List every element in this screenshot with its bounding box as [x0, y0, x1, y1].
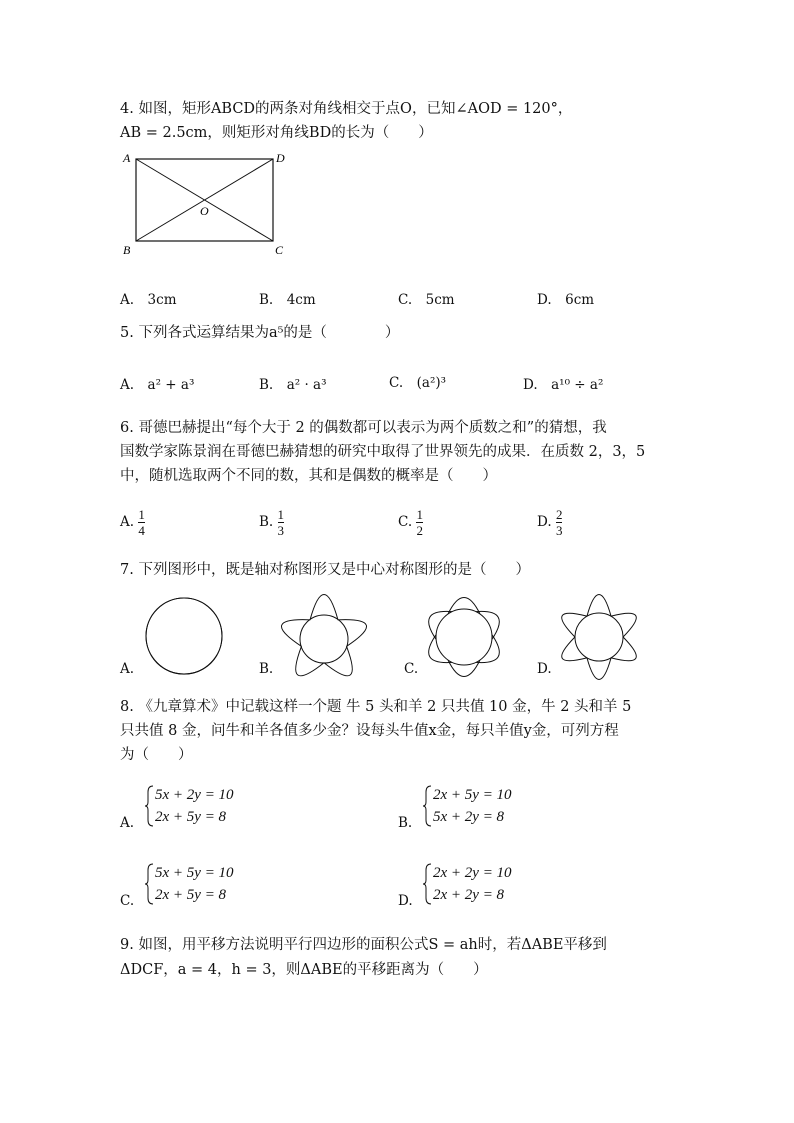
label-o: O: [200, 204, 209, 218]
figure-d-six-petal-star[interactable]: [554, 592, 644, 682]
denominator: 2: [416, 523, 423, 538]
equation-1: 2x + 5y = 10: [433, 787, 512, 803]
q6-option-d[interactable]: [537, 508, 562, 537]
q5-option-a[interactable]: A. a² + a³: [120, 377, 195, 393]
q4-line1: 4. 如图，矩形ABCD的两条对角线相交于点O，已知∠AOD = 120°，: [120, 101, 573, 117]
q4-option-a[interactable]: A. 3cm: [120, 292, 177, 308]
q4-option-d[interactable]: D. 6cm: [537, 292, 595, 308]
q6-option-c[interactable]: [398, 508, 423, 537]
q8-option-d-label[interactable]: D.: [398, 893, 413, 909]
label-d: D: [276, 151, 285, 165]
q6-option-c-fraction: [416, 508, 423, 537]
label-a: A: [123, 151, 131, 165]
denominator: 3: [555, 523, 563, 538]
q6-line3: 中，随机选取两个不同的数，其和是偶数的概率是（ ）: [120, 468, 497, 484]
figure-b-five-petal-star[interactable]: [279, 592, 369, 682]
q7-option-a[interactable]: A.: [120, 661, 135, 677]
q8-option-a-system[interactable]: [145, 784, 234, 828]
q4-line2: AB = 2.5cm，则矩形对角线BD的长为（ ）: [120, 125, 433, 141]
q6-option-a[interactable]: [120, 508, 145, 537]
label-c: C: [275, 243, 284, 257]
q7-text: 7. 下列图形中，既是轴对称图形又是中心对称图形的是（ ）: [120, 562, 530, 578]
figure-a-circle-arcs[interactable]: [142, 594, 226, 678]
label-b: B: [123, 243, 131, 257]
equation-1: 5x + 2y = 10: [155, 787, 234, 803]
brace-icon: [423, 784, 433, 828]
q6-option-b-fraction: [278, 508, 285, 537]
q5-option-c[interactable]: C. (a²)³: [389, 375, 447, 391]
q8-line1: 8. 《九章算术》中记载这样一个题 牛 5 头和羊 2 只共值 10 金，牛 2 头和羊 5: [120, 699, 632, 715]
q8-option-c-label[interactable]: C.: [120, 893, 135, 909]
equation-2: 5x + 2y = 8: [433, 809, 505, 825]
equation-2: 2x + 5y = 8: [155, 809, 227, 825]
q6-option-d-label: D.: [537, 514, 552, 530]
q7-option-b[interactable]: B.: [259, 661, 274, 677]
q9-line1: 9. 如图，用平移方法说明平行四边形的面积公式S = ah时，若ΔABE平移到: [120, 937, 607, 953]
figure-c-six-petal[interactable]: [419, 592, 509, 682]
q6-option-a-label: A.: [120, 514, 135, 530]
q8-option-b-system[interactable]: [423, 784, 512, 828]
equation-1: 5x + 5y = 10: [155, 865, 234, 881]
q6-line2: 国数学家陈景润在哥德巴赫猜想的研究中取得了世界领先的成果．在质数 2，3，5: [120, 444, 646, 460]
q4-option-b[interactable]: B. 4cm: [259, 292, 316, 308]
numerator: 1: [416, 507, 423, 522]
q6-option-c-label: C.: [398, 514, 413, 530]
q8-option-c-system[interactable]: [145, 862, 234, 906]
equation-2: 2x + 5y = 8: [155, 887, 227, 903]
numerator: 1: [138, 507, 145, 522]
q6-line1: 6. 哥德巴赫提出“每个大于 2 的偶数都可以表示为两个质数之和”的猜想，我: [120, 420, 607, 436]
q8-option-b-label[interactable]: B.: [398, 815, 413, 831]
denominator: 3: [277, 523, 285, 538]
q8-option-d-system[interactable]: [423, 862, 512, 906]
equation-2: 2x + 2y = 8: [433, 887, 505, 903]
q4-option-c[interactable]: C. 5cm: [398, 292, 455, 308]
q7-option-d[interactable]: D.: [537, 661, 552, 677]
q8-option-a-label[interactable]: A.: [120, 815, 135, 831]
brace-icon: [145, 862, 155, 906]
q7-option-c[interactable]: C.: [404, 661, 419, 677]
q5-option-d[interactable]: D. a¹⁰ ÷ a²: [523, 377, 604, 393]
q6-option-d-fraction: [556, 508, 563, 537]
denominator: 4: [138, 523, 145, 538]
q5-option-b[interactable]: B. a² · a³: [259, 377, 327, 393]
numerator: 2: [555, 507, 563, 522]
q5-text: 5. 下列各式运算结果为a⁵的是（ ）: [120, 325, 400, 341]
equation-1: 2x + 2y = 10: [433, 865, 512, 881]
q8-line2: 只共值 8 金，问牛和羊各值多少金？设每头牛值x金，每只羊值y金，可列方程: [120, 723, 619, 739]
q6-option-b[interactable]: [259, 508, 284, 537]
q8-line3: 为（ ）: [120, 747, 193, 763]
rectangle-diagram: [118, 150, 318, 260]
q6-option-a-fraction: [138, 508, 145, 537]
q9-line2: ΔDCF，a = 4，h = 3，则ΔABE的平移距离为（ ）: [120, 962, 488, 978]
brace-icon: [145, 784, 155, 828]
brace-icon: [423, 862, 433, 906]
numerator: 1: [277, 507, 285, 522]
q6-option-b-label: B.: [259, 514, 274, 530]
